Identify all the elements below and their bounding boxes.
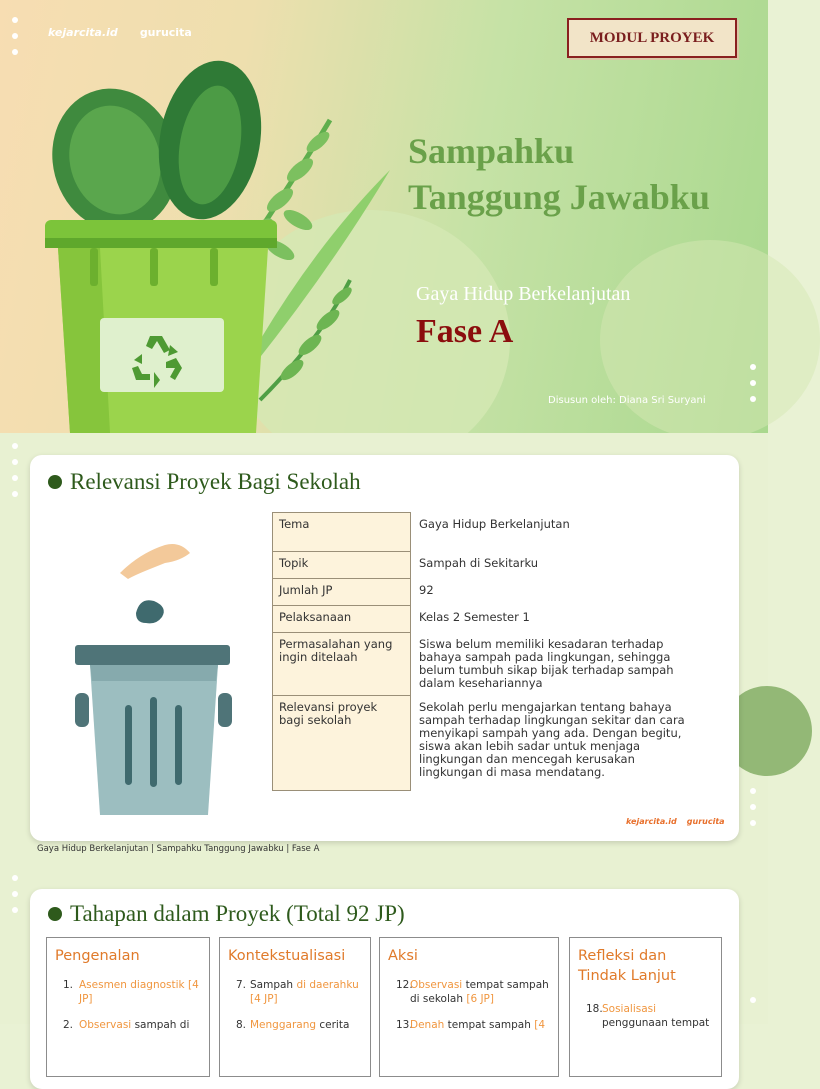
section-heading-text: Tahapan dalam Proyek (Total 92 JP)	[70, 901, 405, 926]
phase-item-number: 18.	[586, 1003, 603, 1015]
tahapan-card	[30, 889, 739, 1089]
table-row	[273, 579, 707, 606]
trash-can-illustration	[70, 533, 240, 793]
row-key: Jumlah JP	[273, 579, 411, 606]
phase-title: Refleksi dan Tindak Lanjut	[578, 948, 676, 984]
item-text-highlight: Menggarang	[250, 1019, 317, 1031]
relevansi-page	[0, 433, 768, 867]
phase-item	[79, 978, 204, 1006]
table-row	[273, 513, 707, 552]
section-heading	[48, 469, 361, 495]
hand-icon	[120, 544, 190, 579]
item-jp: [6 JP]	[466, 993, 494, 1005]
phase-item	[250, 978, 360, 1006]
phase-aksi	[379, 937, 559, 1077]
decorative-dots	[750, 997, 756, 1003]
item-jp: [4 JP]	[79, 979, 199, 1005]
gurucita-logo: gurucita	[686, 817, 725, 826]
row-key: Permasalahan yang ingin ditelaah	[273, 633, 411, 696]
item-text: tempat sampah di sekolah	[410, 979, 549, 1005]
bullet-icon	[48, 907, 62, 921]
row-value: Sekolah perlu mengajarkan tentang bahaya sampah terhadap lingkungan sekitar dan cara menyikapi sampah yang ada. Dengan begitu, siswa akan lebih sadar untuk menjaga lingkungan dan mencegah kerusakan lingkungan di masa mendatang.	[419, 699, 685, 779]
phase-item-number: 2.	[63, 1019, 74, 1031]
decorative-dots	[750, 364, 756, 402]
recycle-bin-illustration	[30, 40, 410, 440]
item-text-highlight: Denah	[410, 1019, 445, 1031]
phase-item	[79, 1018, 204, 1032]
table-row	[273, 633, 707, 696]
title-line-1: Sampahku	[408, 131, 575, 171]
table-row	[273, 606, 707, 633]
relevansi-table	[272, 512, 707, 791]
phase-item	[410, 1018, 552, 1032]
cover-page	[0, 0, 768, 433]
row-value: Gaya Hidup Berkelanjutan	[419, 516, 570, 531]
phase-pengenalan	[46, 937, 210, 1077]
gurucita-logo: gurucita	[139, 26, 192, 39]
kejarcita-logo: kejarcita.id	[626, 817, 677, 826]
row-value: Siswa belum memiliki kesadaran terhadap bahaya sampah pada lingkungan, sehingga belum tumbuh sikap bijak terhadap sampah dalam kesehariannya	[419, 636, 674, 690]
table-row	[273, 696, 707, 791]
tahapan-page	[0, 867, 768, 1031]
item-text-highlight: Observasi	[410, 979, 463, 991]
card-logos	[626, 817, 725, 826]
section-heading	[48, 901, 405, 927]
row-key: Topik	[273, 552, 411, 579]
phase-item-number: 12.	[396, 979, 413, 991]
cover-subtitle: Gaya Hidup Berkelanjutan	[416, 283, 631, 305]
trash-piece	[136, 600, 164, 623]
row-key: Relevansi proyek bagi sekolah	[273, 696, 411, 791]
item-text: cerita	[319, 1019, 350, 1031]
item-text: Asesmen diagnostik	[79, 979, 185, 991]
row-value: 92	[419, 582, 434, 597]
decorative-dots	[12, 17, 18, 55]
section-heading-text: Relevansi Proyek Bagi Sekolah	[70, 469, 361, 494]
page-footer: Gaya Hidup Berkelanjutan | Sampahku Tanggung Jawabku | Fase A	[37, 844, 320, 854]
background-blob	[600, 240, 820, 440]
relevansi-card	[30, 455, 739, 841]
cover-title	[408, 128, 710, 220]
row-key: Pelaksanaan	[273, 606, 411, 633]
author-credit: Disusun oleh: Diana Sri Suryani	[548, 395, 706, 406]
bullet-icon	[48, 475, 62, 489]
title-line-2: Tanggung Jawabku	[408, 177, 710, 217]
item-text: penggunaan tempat	[602, 1017, 710, 1029]
can-lid	[75, 645, 230, 665]
phase-item-number: 8.	[236, 1019, 247, 1031]
phase-item-number: 13.	[396, 1019, 413, 1031]
row-value: Kelas 2 Semester 1	[419, 609, 530, 624]
header-logos	[48, 26, 192, 39]
bin-label	[100, 318, 224, 392]
decorative-dots	[12, 443, 18, 497]
phase-title: Aksi	[388, 948, 418, 964]
item-text: sampah di	[134, 1019, 190, 1031]
item-jp: [4 JP]	[250, 993, 278, 1005]
phase-refleksi	[569, 937, 722, 1077]
row-value: Sampah di Sekitarku	[419, 555, 539, 570]
phase-title: Pengenalan	[55, 948, 140, 964]
phase-title: Kontekstualisasi	[228, 948, 346, 964]
phase-item	[250, 1018, 360, 1032]
module-badge: MODUL PROYEK	[567, 18, 737, 58]
kejarcita-logo: kejarcita.id	[48, 26, 118, 39]
decorative-dots	[750, 788, 756, 826]
phase-item	[410, 978, 552, 1006]
row-key: Tema	[273, 513, 411, 552]
phase-item-number: 7.	[236, 979, 247, 991]
decorative-dots	[12, 875, 18, 913]
fase-label: Fase A	[416, 313, 514, 350]
phase-kontekstualisasi	[219, 937, 371, 1077]
item-text-highlight: Sosialisasi	[602, 1003, 657, 1015]
item-text-highlight: di daerahku	[296, 979, 359, 991]
item-jp: [4	[534, 1019, 546, 1031]
phase-item	[602, 1002, 717, 1030]
item-text: Sampah	[250, 979, 294, 991]
table-row	[273, 552, 707, 579]
item-text-highlight: Observasi	[79, 1019, 132, 1031]
phase-item-number: 1.	[63, 979, 74, 991]
item-text: tempat sampah	[447, 1019, 531, 1031]
